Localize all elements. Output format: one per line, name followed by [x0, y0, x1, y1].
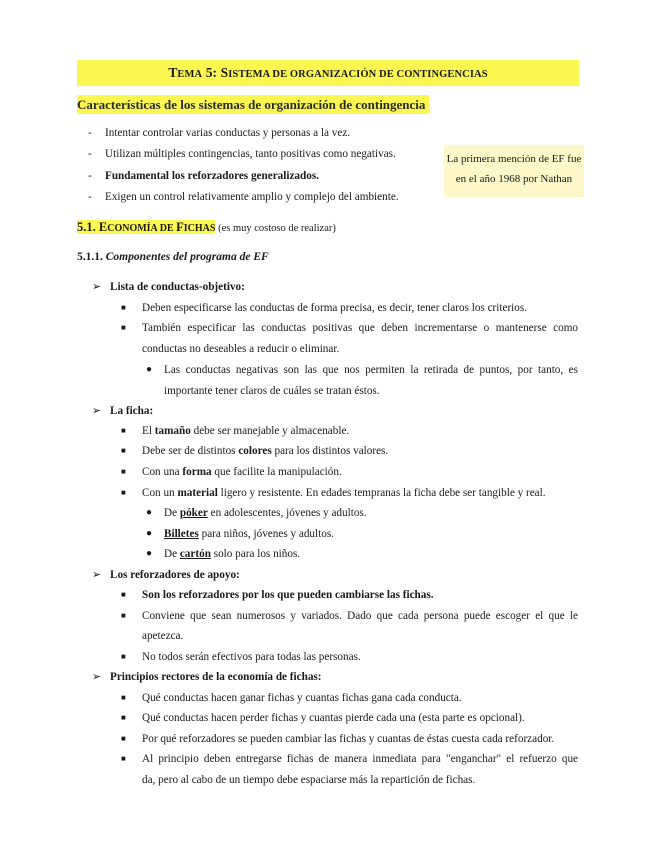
square-bullet-icon: ■ [121, 693, 126, 702]
dot-bullet-icon: ● [146, 507, 153, 518]
characteristics-list [88, 123, 399, 208]
list-item-continuation: importante tener claros de cuáles se tratan éstos. [164, 385, 380, 397]
dot-bullet-icon: ● [146, 548, 153, 559]
list-item: Las conductas negativas son las que nos permiten la retirada de puntos, por tanto, es [164, 364, 578, 376]
list-item: De póker en adolescentes, jóvenes y adultos. [164, 507, 367, 519]
side-note: La primera mención de EF fue en el año 1968 por Nathan [444, 145, 584, 197]
arrow-bullet-icon: ➢ [92, 569, 102, 581]
square-bullet-icon: ■ [121, 426, 126, 435]
list-item: - Exigen un control relativamente amplio y complejo del ambiente. [88, 190, 399, 203]
document-title: TEMA 5: SISTEMA DE ORGANIZACIÓN DE CONTINGENCIAS [77, 60, 579, 86]
list-item: Por qué reforzadores se pueden cambiar las fichas y cuantas de éstas cuesta cada reforzador. [142, 733, 555, 745]
list-item-continuation: da, pero al cabo de un tiempo debe espaciarse más la repartición de fichas. [142, 774, 476, 786]
block-title-principios: Principios rectores de la economía de fichas: [110, 671, 322, 683]
square-bullet-icon: ■ [121, 652, 126, 661]
list-item: - Intentar controlar varias conductas y personas a la vez. [88, 127, 351, 139]
square-bullet-icon: ■ [121, 734, 126, 743]
block-title-reforzadores: Los reforzadores de apoyo: [110, 569, 240, 581]
subsection-heading: 5.1.1. Componentes del programa de EF [77, 251, 269, 263]
square-bullet-icon: ■ [121, 303, 126, 312]
list-item: Qué conductas hacen ganar fichas y cuantas fichas gana cada conducta. [142, 692, 462, 704]
list-item-continuation: apetezca. [142, 630, 184, 642]
arrow-bullet-icon: ➢ [92, 671, 102, 683]
square-bullet-icon: ■ [121, 446, 126, 455]
characteristics-heading: Características de los sistemas de organización de contingencia [77, 95, 429, 114]
square-bullet-icon: ■ [121, 323, 126, 332]
list-item: Son los reforzadores por los que pueden cambiarse las fichas. [142, 589, 434, 601]
section-heading: 5.1. ECONOMÍA DE FICHAS (es muy costoso de realizar) [77, 220, 336, 234]
list-item: Conviene que sean numerosos y variados. Dado que cada persona puede escoger el que le [142, 610, 578, 622]
square-bullet-icon: ■ [121, 590, 126, 599]
list-item: El tamaño debe ser manejable y almacenable. [142, 425, 350, 437]
list-item: De cartón solo para los niños. [164, 548, 301, 560]
dot-bullet-icon: ● [146, 364, 153, 375]
list-item: No todos serán efectivos para todas las personas. [142, 651, 361, 663]
list-item-continuation: conductas no deseables a reducir o eliminar. [142, 343, 340, 355]
square-bullet-icon: ■ [121, 754, 126, 763]
list-item: Con un material ligero y resistente. En edades tempranas la ficha debe ser tangible y real. [142, 487, 546, 499]
block-title-objetivo: Lista de conductas-objetivo: [110, 281, 245, 293]
list-item: - Fundamental los reforzadores generalizados. [88, 169, 319, 182]
list-item: Qué conductas hacen perder fichas y cuantas pierde cada una (esta parte es opcional). [142, 712, 525, 724]
block-title-ficha: La ficha: [110, 405, 154, 417]
arrow-bullet-icon: ➢ [92, 405, 102, 417]
arrow-bullet-icon: ➢ [92, 281, 102, 293]
square-bullet-icon: ■ [121, 488, 126, 497]
list-item: Al principio deben entregarse fichas de manera inmediata para "enganchar" el refuerzo que [142, 753, 578, 765]
list-item: Debe ser de distintos colores para los distintos valores. [142, 445, 389, 457]
list-item: Deben especificarse las conductas de forma precisa, es decir, tener claros los criterios. [142, 302, 528, 314]
square-bullet-icon: ■ [121, 467, 126, 476]
square-bullet-icon: ■ [121, 611, 126, 620]
list-item: - Utilizan múltiples contingencias, tanto positivas como negativas. [88, 148, 396, 161]
square-bullet-icon: ■ [121, 713, 126, 722]
list-item: Billetes para niños, jóvenes y adultos. [164, 528, 334, 540]
list-item: También especificar las conductas positivas que deben incrementarse o mantenerse como [142, 322, 578, 334]
dot-bullet-icon: ● [146, 528, 153, 539]
list-item: Con una forma que facilite la manipulación. [142, 466, 342, 478]
